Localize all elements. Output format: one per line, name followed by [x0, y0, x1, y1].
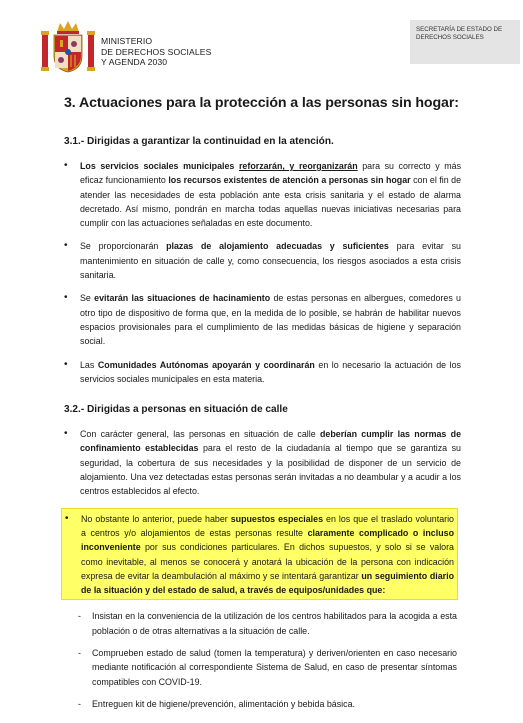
sub-list-wrapper — [78, 609, 457, 711]
text: para evitar su mantenimiento en situación de calle y, como consecuencia, los riesgos asociados a esta crisis sanitaria. — [80, 241, 461, 281]
document-header — [0, 0, 523, 80]
list-item — [64, 427, 461, 498]
text: de estas personas en albergues, comedores u otro tipo de dispositivo de forma que, en la medida de lo posible, se habrán de habilitar nuevos espacios provisionales para el cumplimiento de las medidas básicas de higiene y separación social. — [80, 293, 461, 347]
coat-of-arms-spain-emblem — [40, 20, 96, 74]
underlined-bold-text: reforzarán, y reorganizarán — [238, 161, 358, 171]
text: para su correcto y más eficaz funcionamiento — [80, 161, 462, 186]
secretaria-line: DERECHOS SOCIALES — [416, 33, 484, 41]
dash-list — [78, 609, 457, 711]
ministry-line: MINISTERIO — [101, 36, 153, 46]
ministry-name — [101, 36, 211, 68]
secretaria-box — [410, 20, 520, 64]
bold-text: los recursos existentes de atención a personas sin hogar — [168, 175, 411, 186]
bold-text: un seguimiento diario de la situación y del estado de salud, a través de equipos/unidades que: — [81, 570, 454, 596]
text: en los que el traslado voluntario a centros y/o alojamientos de estas personas resulte — [81, 513, 454, 538]
bold-text: deberían cumplir las normas de confinamiento establecidas — [80, 429, 461, 454]
list-item — [64, 358, 461, 387]
list-item — [64, 291, 461, 348]
text: en lo necesario la actuación de los servicios sociales municipales en esta materia. — [80, 359, 461, 384]
dash-list-item: - Insistan en la conveniencia de la utilización de los centros habilitados para la acogida a esta población o de otras alternativas a la situación de calle. — [78, 609, 457, 638]
text: con el fin de atender las necesidades de esta población ante esta crisis sanitaria y el estado de alarma decretado. Así mismo, pondrán en marcha todas aquellas nuevas iniciativas necesarias para cumplir con las actuaciones señaladas en este documento. — [80, 175, 461, 229]
text: No obstante lo anterior, puede haber — [81, 513, 231, 524]
bullet-list-3-2 — [64, 427, 461, 600]
highlighted-list-item — [61, 508, 458, 601]
text: por sus condiciones particulares. En dichos supuestos, y solo si se valora como inevitable, al menos se conocerá y anotará la ubicación de la persona con indicación expresa de evitar la deambulación al máximo y se intentará garantizar — [81, 542, 454, 581]
subsection-heading-3-2: 3.2.- Dirigidas a personas en situación de calle — [64, 404, 288, 416]
bold-text: evitarán las situaciones de hacinamiento — [94, 293, 271, 304]
dash-list-item: - Entreguen kit de higiene/prevención, alimentación y bebida básica. — [78, 697, 457, 711]
text: Se — [80, 293, 95, 304]
subsection-heading-3-1: 3.1.- Dirigidas a garantizar la continuidad en la atención. — [64, 136, 334, 147]
text: Se proporcionarán — [80, 241, 167, 252]
bold-text: supuestos especiales — [230, 513, 324, 524]
bold-text: claramente complicado o incluso inconveniente — [81, 527, 454, 553]
bold-text: Los servicios sociales municipales — [80, 161, 235, 171]
list-item — [64, 159, 461, 230]
dash-list-item: - Comprueben estado de salud (tomen la temperatura) y deriven/orienten en caso necesario mediante notificación al correspondiente Sistema de Salud, en caso de presentar síntomas compatibles con COVID-19. — [78, 646, 457, 689]
text: para el resto de la ciudadanía al tiempo que se garantiza su seguridad, la cobertura de sus necesidades y la posibilidad de disponer de un servicio de alojamiento. Una vez detectadas estas personas serán invitadas a no deambular y a acudir a los centros establecidos al efecto. — [80, 443, 461, 497]
ministry-line: DE DERECHOS SOCIALES — [101, 46, 212, 57]
text: Con carácter general, las personas en situación de calle — [80, 429, 320, 440]
secretaria-line: SECRETARÍA DE ESTADO DE — [416, 26, 503, 33]
bullet-list-3-1 — [64, 159, 461, 386]
bold-text: Comunidades Autónomas apoyarán y coordinarán — [97, 359, 315, 370]
section-title: 3. Actuaciones para la protección a las personas sin hogar: — [64, 95, 459, 111]
text: Las — [80, 359, 98, 370]
ministry-line: Y AGENDA 2030 — [101, 57, 168, 67]
document-body — [64, 95, 461, 719]
bold-text: plazas de alojamiento adecuadas y suficientes — [166, 241, 389, 252]
list-item — [64, 239, 461, 282]
